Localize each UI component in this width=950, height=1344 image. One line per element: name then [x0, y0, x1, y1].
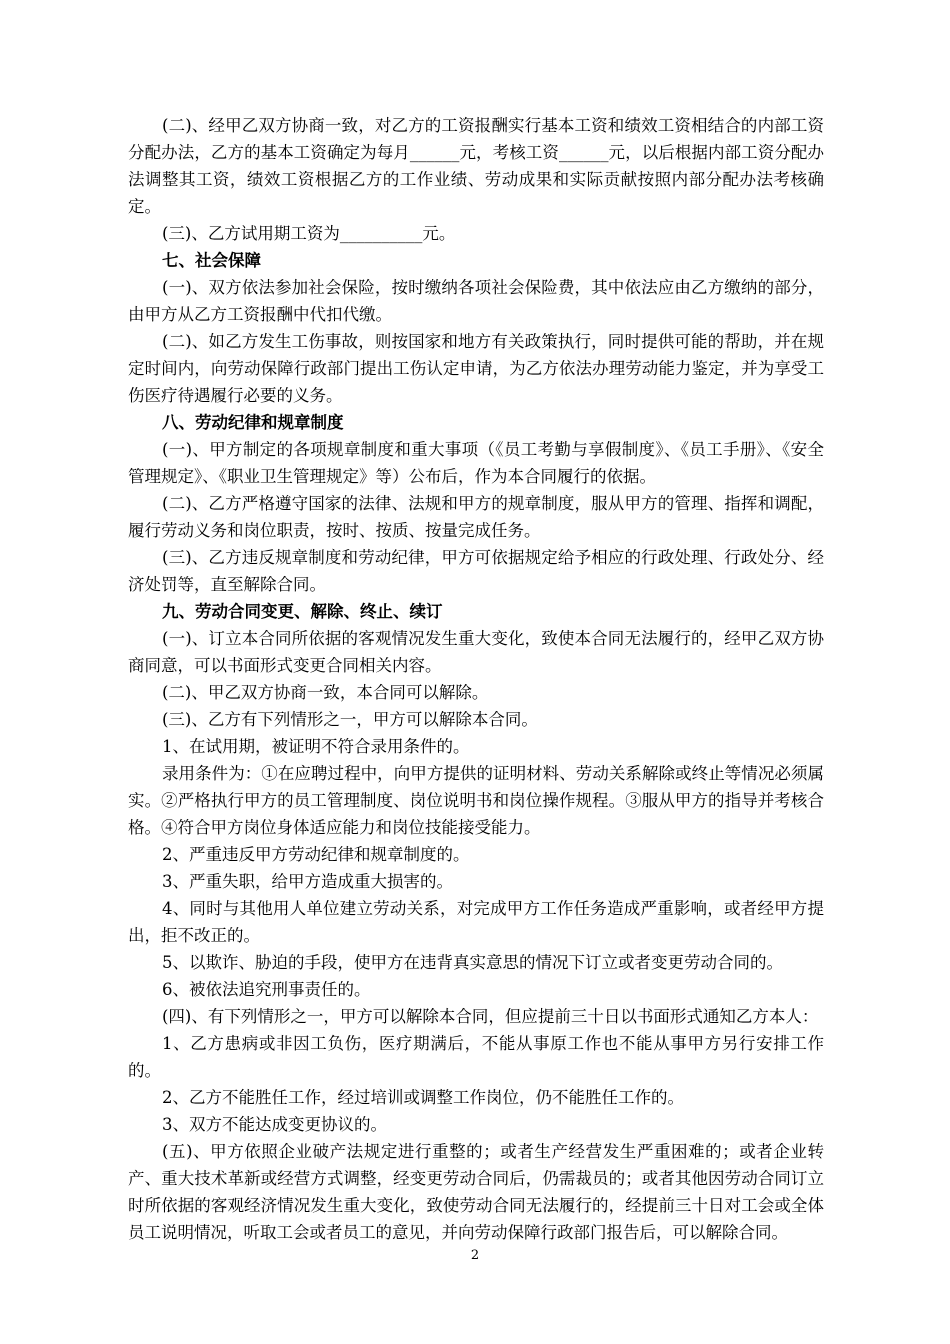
list-item: 1、在试用期，被证明不符合录用条件的。: [162, 737, 470, 756]
paragraph: (三)、乙方试用期工资为__________元。: [162, 224, 456, 243]
page-number: 2: [470, 1248, 480, 1263]
paragraph: (三)、乙方违反规章制度和劳动纪律，甲方可依据规定给予相应的行政处理、行政处分、经济处罚等，直至解除合同。: [128, 548, 824, 594]
list-item: 3、双方不能达成变更协议的。: [162, 1115, 387, 1134]
list-item: 2、乙方不能胜任工作，经过培训或调整工作岗位，仍不能胜任工作的。: [162, 1088, 684, 1107]
paragraph: (二)、如乙方发生工伤事故，则按国家和地方有关政策执行，同时提供可能的帮助，并在规定时间内，向劳动保障行政部门提出工伤认定申请，为乙方依法办理劳动能力鉴定，并为享受工伤医疗待遇履行必要的义务。: [128, 332, 824, 405]
section-heading: 九、劳动合同变更、解除、终止、续订: [162, 602, 443, 621]
paragraph: (二)、甲乙双方协商一致，本合同可以解除。: [162, 683, 489, 702]
paragraph: (五)、甲方依照企业破产法规定进行重整的；或者生产经营发生严重困难的；或者企业转产、重大技术革新或经营方式调整，经变更劳动合同后，仍需裁员的；或者其他因劳动合同订立时所依据的客观经济情况发生重大变化，致使劳动合同无法履行的，经提前三十日对工会或全体员工说明情况，听取工会或者员工的意见，并向劳动保障行政部门报告后，可以解除合同。: [128, 1142, 824, 1242]
list-item: 1、乙方患病或非因工负伤，医疗期满后，不能从事原工作也不能从事甲方另行安排工作的。: [128, 1034, 824, 1080]
list-item: 4、同时与其他用人单位建立劳动关系，对完成甲方工作任务造成严重影响，或者经甲方提出，拒不改正的。: [128, 899, 824, 945]
paragraph: (四)、有下列情形之一，甲方可以解除本合同，但应提前三十日以书面形式通知乙方本人：: [162, 1007, 819, 1026]
section-heading: 八、劳动纪律和规章制度: [162, 413, 344, 432]
document-body: [128, 112, 824, 1246]
list-item: 2、严重违反甲方劳动纪律和规章制度的。: [162, 845, 470, 864]
paragraph: (二)、经甲乙双方协商一致，对乙方的工资报酬实行基本工资和绩效工资相结合的内部工资分配办法，乙方的基本工资确定为每月______元，考核工资______元，以后根据内部工资分配办法调整其工资，绩效工资根据乙方的工作业绩、劳动成果和实际贡献按照内部分配办法考核确定。: [128, 116, 824, 216]
list-item: 3、严重失职，给甲方造成重大损害的。: [162, 872, 453, 891]
paragraph: 录用条件为：①在应聘过程中，向甲方提供的证明材料、劳动关系解除或终止等情况必须属实。②严格执行甲方的员工管理制度、岗位说明书和岗位操作规程。③服从甲方的指导并考核合格。④符合甲方岗位身体适应能力和岗位技能接受能力。: [128, 764, 824, 837]
paragraph: (一)、双方依法参加社会保险，按时缴纳各项社会保险费，其中依法应由乙方缴纳的部分，由甲方从乙方工资报酬中代扣代缴。: [128, 278, 824, 324]
paragraph: (一)、甲方制定的各项规章制度和重大事项（《员工考勤与享假制度》、《员工手册》、《安全管理规定》、《职业卫生管理规定》等）公布后，作为本合同履行的依据。: [128, 440, 824, 486]
paragraph: (三)、乙方有下列情形之一，甲方可以解除本合同。: [162, 710, 538, 729]
list-item: 6、被依法追究刑事责任的。: [162, 980, 371, 999]
list-item: 5、以欺诈、胁迫的手段，使甲方在违背真实意思的情况下订立或者变更劳动合同的。: [162, 953, 783, 972]
paragraph: (二)、乙方严格遵守国家的法律、法规和甲方的规章制度，服从甲方的管理、指挥和调配，履行劳动义务和岗位职责，按时、按质、按量完成任务。: [128, 494, 824, 540]
section-heading: 七、社会保障: [162, 251, 261, 270]
paragraph: (一)、订立本合同所依据的客观情况发生重大变化，致使本合同无法履行的，经甲乙双方协商同意，可以书面形式变更合同相关内容。: [128, 629, 824, 675]
